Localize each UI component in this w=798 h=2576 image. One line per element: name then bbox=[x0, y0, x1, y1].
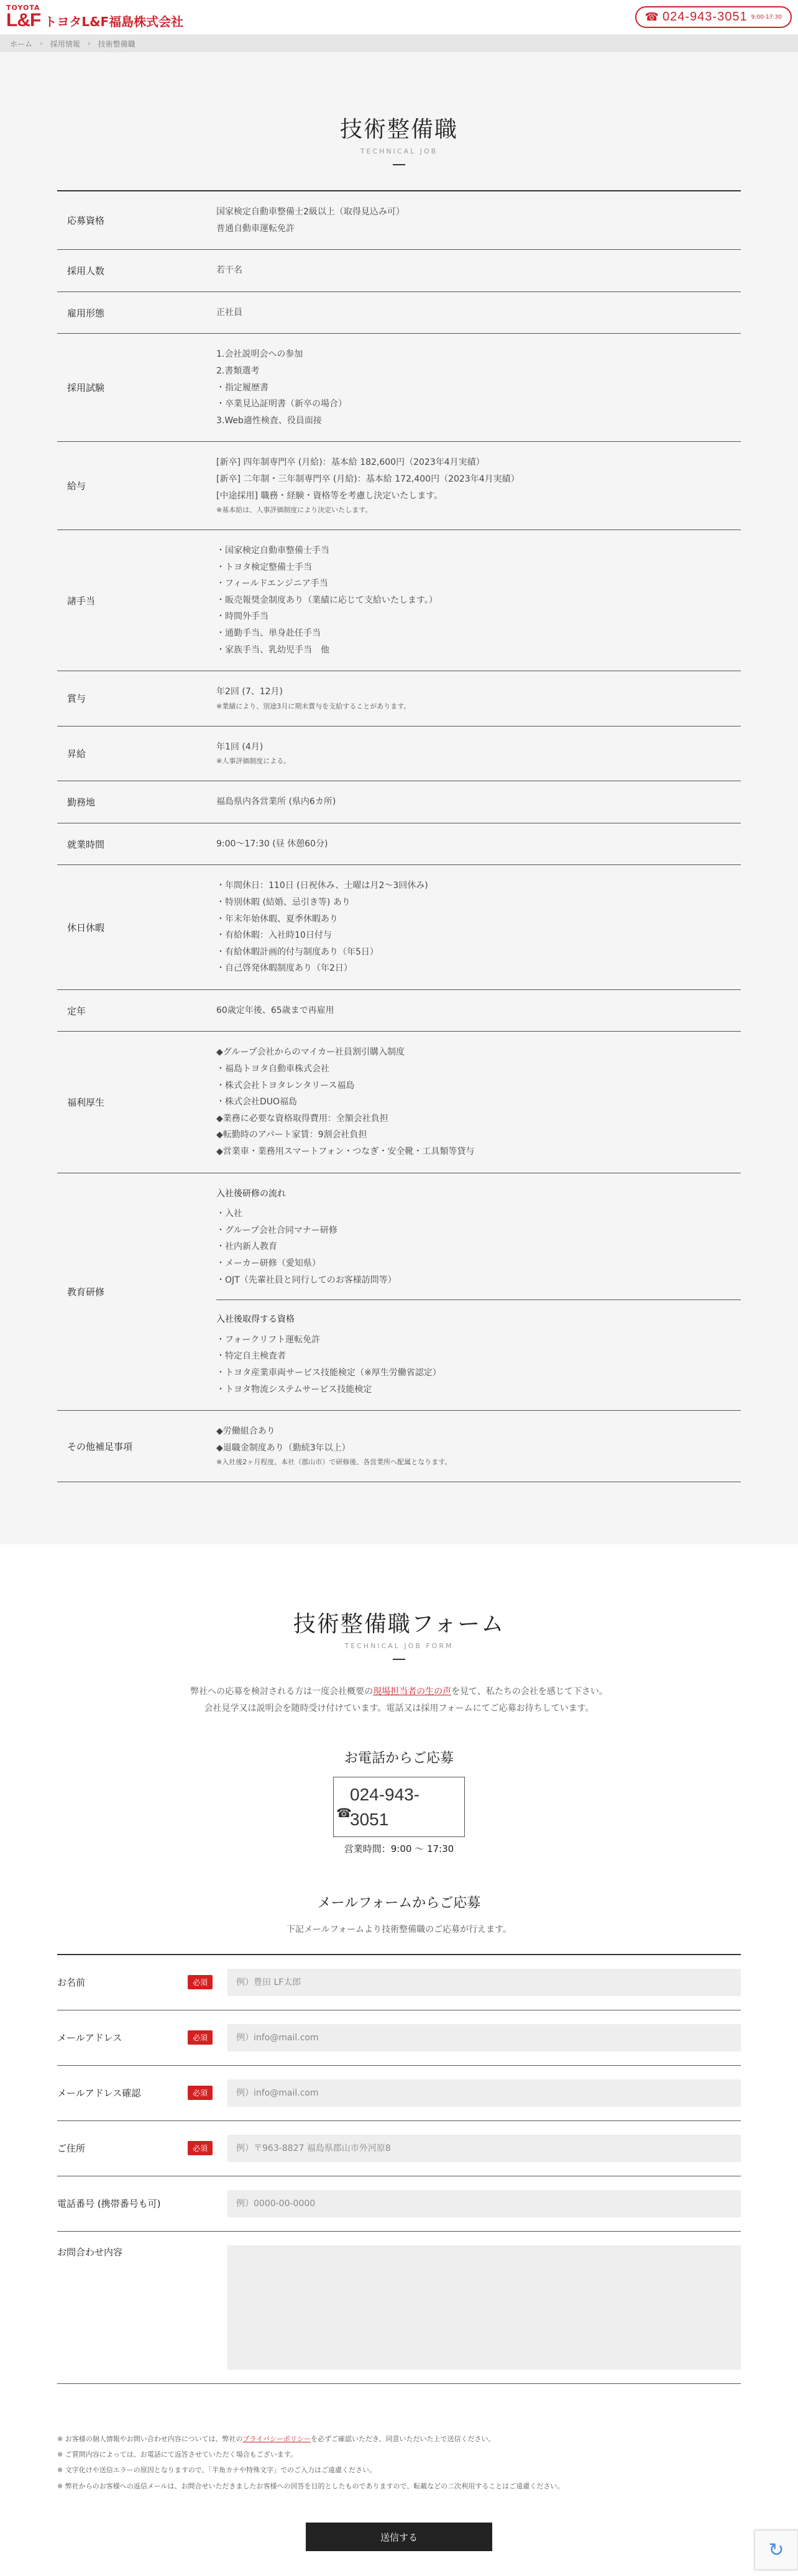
chevron-right-icon: › bbox=[40, 39, 43, 48]
training-cert-block bbox=[216, 1299, 741, 1398]
row-note: ※基本給は、人事評価制度により決定いたします。 bbox=[216, 506, 372, 515]
header-tel-hours: 9:00-17:30 bbox=[751, 14, 782, 21]
chevron-right-icon: › bbox=[87, 39, 91, 48]
row-label: 休日休暇 bbox=[67, 922, 105, 933]
lead-text: を見て、私たちの会社を感じて下さい。 bbox=[451, 1687, 608, 1697]
job-row bbox=[57, 442, 741, 530]
row-value-line: 9:00～17:30 (昼 休憩60分) bbox=[216, 838, 328, 849]
job-row bbox=[57, 865, 741, 990]
row-value-line: ・自己啓発休暇制度あり（年2日） bbox=[216, 963, 352, 974]
form-row-address bbox=[57, 2121, 741, 2176]
row-value-line: 年1回 (4月) bbox=[216, 741, 264, 752]
site-header bbox=[0, 0, 798, 35]
row-value bbox=[216, 442, 741, 529]
row-label: 教育研修 bbox=[67, 1286, 105, 1298]
training-flow-list bbox=[216, 1206, 741, 1288]
list-item: ・特定自主検査者 bbox=[216, 1351, 286, 1362]
row-value-line: ・福島トヨタ自動車株式会社 bbox=[216, 1064, 329, 1075]
row-value-line: ◆グループ会社からのマイカー社員割引購入制度 bbox=[216, 1047, 405, 1058]
row-value-line: 60歳定年後、65歳まで再雇用 bbox=[216, 1005, 334, 1015]
note-line: ※ 弊社からのお客様への返信メールは、お問合せいただきましたお客様への回答を目的としたものでありますので、転載などの二次利用することはご遠慮ください。 bbox=[57, 2482, 564, 2490]
row-value bbox=[216, 292, 741, 334]
job-row bbox=[57, 823, 741, 866]
required-badge: 必須 bbox=[188, 1975, 213, 1989]
row-value-line: ・トヨタ検定整備士手当 bbox=[216, 562, 312, 572]
page-title: 技術整備職 bbox=[339, 117, 458, 142]
row-value-line: 国家検定自動車整備士2級以上（取得見込み可） bbox=[216, 207, 405, 217]
phone-icon: ☎ bbox=[644, 11, 659, 24]
phone-hours: 営業時間：9:00 ～ 17:30 bbox=[344, 1843, 454, 1854]
phone-apply-title: お電話からご応募 bbox=[344, 1751, 454, 1767]
form-title: 技術整備職フォーム bbox=[293, 1611, 505, 1638]
required-badge: 必須 bbox=[188, 2141, 213, 2155]
address-input[interactable] bbox=[227, 2135, 741, 2162]
row-value-line: ・フィールドエンジニア手当 bbox=[216, 579, 328, 589]
training-cert-head: 入社後取得する資格 bbox=[216, 1314, 295, 1325]
row-value-line: ・販売報奨金制度あり（業績に応じて支給いたします。） bbox=[216, 595, 438, 605]
field-label: 電話番号 (携帯番号も可) bbox=[57, 2198, 161, 2210]
job-row bbox=[57, 1032, 741, 1173]
row-value-line: ・株式会社DUO福島 bbox=[216, 1097, 298, 1107]
row-value-line: 正社員 bbox=[216, 307, 242, 318]
row-label: 雇用形態 bbox=[67, 307, 105, 319]
row-label: 昇給 bbox=[67, 748, 86, 759]
lead-text: 会社見学又は説明会を随時受け付けています。電話又は採用フォームにてご応募お待ちしています。 bbox=[204, 1703, 594, 1713]
mail-apply-title: メールフォームからご応募 bbox=[317, 1895, 481, 1911]
row-value-line: ・卒業見込証明書（新卒の場合） bbox=[216, 399, 347, 410]
breadcrumb-home[interactable]: ホーム bbox=[10, 39, 33, 48]
row-value-line: 若干名 bbox=[216, 265, 242, 276]
note-text: を必ずご確認いただき、同意いただいた上で送信ください。 bbox=[310, 2434, 495, 2443]
inquiry-textarea[interactable] bbox=[227, 2245, 741, 2370]
row-value-line: ◆業務に必要な資格取得費用：全額会社負担 bbox=[216, 1113, 388, 1124]
note-line bbox=[57, 2431, 741, 2447]
job-title-block bbox=[0, 112, 798, 165]
title-divider bbox=[393, 164, 405, 165]
apply-form bbox=[57, 1954, 741, 2384]
field-label: メールアドレス bbox=[57, 2032, 122, 2044]
form-notes bbox=[57, 2431, 741, 2494]
row-value-line: ・特別休暇 (結婚、忌引き等) あり bbox=[216, 897, 351, 907]
row-value-line: [新卒] 四年制専門卒 (月給)：基本給 182,600円（2023年4月実績） bbox=[216, 457, 485, 468]
recaptcha-icon: ↻ bbox=[768, 2539, 784, 2561]
form-lead bbox=[0, 1684, 798, 1717]
breadcrumb bbox=[0, 35, 798, 52]
job-section bbox=[0, 52, 798, 1544]
row-value-line: ・通勤手当、単身赴任手当 bbox=[216, 628, 321, 638]
row-value bbox=[216, 250, 741, 291]
row-value-line: 福島県内各営業所 (県内6カ所) bbox=[216, 797, 336, 807]
row-note: ※人事評価制度による。 bbox=[216, 757, 291, 766]
row-value bbox=[216, 1032, 741, 1172]
row-label: 諸手当 bbox=[67, 595, 96, 607]
row-note: ※入社後2ヶ月程度、本社（郡山市）で研修後、各営業所へ配属となります。 bbox=[216, 1458, 452, 1467]
list-item: ・フォークリフト運転免許 bbox=[216, 1334, 321, 1345]
row-value bbox=[216, 1173, 741, 1411]
phone-apply-number: 024-943-3051 bbox=[350, 1785, 420, 1829]
job-row bbox=[57, 334, 741, 442]
row-label: その他補足事項 bbox=[67, 1441, 133, 1452]
row-value-line: 年2回 (7、12月) bbox=[216, 687, 283, 697]
job-row bbox=[57, 530, 741, 671]
list-item: ・メーカー研修（愛知県） bbox=[216, 1258, 321, 1269]
note-text: ※ お客様の個人情報やお問い合わせ内容については、弊社の bbox=[57, 2434, 243, 2443]
form-subtitle: TECHNICAL JOB FORM bbox=[344, 1642, 454, 1651]
row-value bbox=[216, 823, 741, 865]
job-row bbox=[57, 250, 741, 292]
row-value bbox=[216, 1411, 741, 1482]
row-value-line: [中途採用] 職務・経験・資格等を考慮し決定いたします。 bbox=[216, 490, 443, 501]
voices-link[interactable]: 現場担当者の生の声 bbox=[373, 1687, 452, 1697]
logo-mark: L&F bbox=[6, 10, 41, 30]
row-value-line: ・年間休日：110日 (日祝休み、土曜は月2〜3回休み) bbox=[216, 881, 428, 891]
field-label: メールアドレス確認 bbox=[57, 2088, 141, 2099]
row-value-line: ・有給休暇計画的付与制度あり（年5日） bbox=[216, 947, 378, 957]
form-row-name bbox=[57, 1955, 741, 2010]
required-badge: 必須 bbox=[188, 2030, 213, 2045]
phone-icon: ☎ bbox=[336, 1807, 352, 1821]
row-value-line: ・国家検定自動車整備士手当 bbox=[216, 546, 329, 556]
header-tel-number: 024-943-3051 bbox=[663, 10, 748, 24]
note-line: ※ 文字化けや送信エラーの原因となりますので、「半角カナや特殊文字」でのご入力はご遠慮ください。 bbox=[57, 2466, 376, 2475]
required-badge: 必須 bbox=[188, 2086, 213, 2100]
row-value bbox=[216, 865, 741, 989]
row-value-line: 1.会社説明会への参加 bbox=[216, 349, 303, 360]
job-row bbox=[57, 292, 741, 334]
row-value-line: 普通自動車運転免許 bbox=[216, 223, 295, 234]
training-cert-list bbox=[216, 1332, 741, 1398]
form-row-tel bbox=[57, 2176, 741, 2232]
row-value-line: ・指定履歴書 bbox=[216, 382, 268, 393]
job-row bbox=[57, 781, 741, 823]
row-value bbox=[216, 671, 741, 725]
row-note: ※業績により、別途3月に期末賞与を支給することがあります。 bbox=[216, 702, 411, 710]
row-value bbox=[216, 990, 741, 1032]
title-divider bbox=[393, 1659, 405, 1660]
row-label: 福利厚生 bbox=[67, 1097, 105, 1109]
list-item: ・トヨタ物流システムサービス技能検定 bbox=[216, 1384, 372, 1395]
field-label: お問合わせ内容 bbox=[57, 2246, 123, 2258]
privacy-policy-link[interactable]: プライバシーポリシー bbox=[242, 2434, 311, 2443]
row-value-line: ・家族手当、乳幼児手当 他 bbox=[216, 644, 329, 655]
row-label: 採用人数 bbox=[67, 265, 105, 277]
job-row bbox=[57, 191, 741, 250]
list-item: ・社内新人教育 bbox=[216, 1242, 277, 1252]
form-section bbox=[0, 1544, 798, 2576]
name-input[interactable] bbox=[227, 1969, 741, 1996]
form-row-inquiry bbox=[57, 2232, 741, 2384]
row-value bbox=[216, 727, 741, 781]
page-subtitle: TECHNICAL JOB bbox=[360, 147, 438, 155]
email-confirm-input[interactable] bbox=[227, 2079, 741, 2107]
header-tel-button[interactable] bbox=[635, 6, 792, 28]
job-row bbox=[57, 990, 741, 1032]
row-value-line: [新卒] 二年制・三年制専門卒 (月給)：基本給 172,400円（2023年4月実績） bbox=[216, 474, 520, 484]
mail-apply-lead: 下記メールフォームより技術整備職のご応募が行えます。 bbox=[287, 1924, 511, 1935]
row-value bbox=[216, 781, 741, 823]
row-value-line: ◆転勤時のアパート家賃：9割会社負担 bbox=[216, 1130, 367, 1140]
note-line: ※ ご質問内容によっては、お電話にて返答させていただく場合もございます。 bbox=[57, 2450, 297, 2459]
list-item: ・トヨタ産業車両サービス技能検定（※厚生労働省認定） bbox=[216, 1367, 441, 1378]
row-value-line: ・年末年始休暇、夏季休暇あり bbox=[216, 914, 338, 924]
list-item: ・OJT（先輩社員と同行してのお客様訪問等） bbox=[216, 1275, 397, 1285]
breadcrumb-current: 技術整備職 bbox=[98, 39, 135, 48]
submit-button[interactable]: 送信する bbox=[306, 2523, 492, 2551]
job-row bbox=[57, 671, 741, 726]
form-row-email-confirm bbox=[57, 2066, 741, 2121]
job-row bbox=[57, 1411, 741, 1482]
job-row bbox=[57, 727, 741, 781]
form-title-block bbox=[0, 1607, 798, 1660]
field-label: ご住所 bbox=[57, 2143, 86, 2155]
company-logo[interactable] bbox=[6, 4, 183, 30]
row-value-line: ・時間外手当 bbox=[216, 612, 268, 622]
email-input[interactable] bbox=[227, 2024, 741, 2051]
list-item: ・グループ会社合同マナー研修 bbox=[216, 1225, 337, 1235]
job-row-training bbox=[57, 1173, 741, 1411]
training-flow-head: 入社後研修の流れ bbox=[216, 1188, 286, 1199]
breadcrumb-recruit[interactable]: 採用情報 bbox=[50, 39, 80, 48]
row-value-line: ◆営業車・業務用スマートフォン・つなぎ・安全靴・工具類等貸与 bbox=[216, 1147, 475, 1157]
row-label: 給与 bbox=[67, 480, 86, 492]
lead-text: 弊社への応募を検討される方は一度会社概要の bbox=[190, 1687, 374, 1697]
row-label: 勤務地 bbox=[67, 796, 96, 808]
row-value-line: ◆労働組合あり bbox=[216, 1426, 275, 1437]
row-value-line: ・有給休暇：入社時10日付与 bbox=[216, 930, 332, 941]
row-label: 採用試験 bbox=[67, 382, 105, 394]
logo-toyota-text: TOYOTA bbox=[6, 4, 40, 12]
row-label: 応募資格 bbox=[67, 215, 105, 227]
list-item: ・入社 bbox=[216, 1209, 242, 1219]
row-value-line: 2.書類選考 bbox=[216, 365, 260, 376]
row-value-line: 3.Web適性検査、役員面接 bbox=[216, 415, 322, 426]
phone-apply-button[interactable] bbox=[333, 1777, 465, 1836]
tel-input[interactable] bbox=[227, 2190, 741, 2217]
row-label: 定年 bbox=[67, 1005, 86, 1017]
row-value-line: ◆退職金制度あり（勤続3年以上） bbox=[216, 1442, 351, 1453]
field-label: お名前 bbox=[57, 1977, 86, 1989]
logo-company-name: トヨタL&F福島株式会社 bbox=[44, 14, 184, 29]
recaptcha-badge[interactable] bbox=[754, 2530, 798, 2570]
row-value bbox=[216, 334, 741, 441]
row-value bbox=[216, 191, 741, 249]
row-label: 賞与 bbox=[67, 693, 86, 705]
row-value-line: ・株式会社トヨタレンタリース福島 bbox=[216, 1080, 355, 1091]
training-flow-block bbox=[216, 1186, 741, 1289]
form-row-email bbox=[57, 2010, 741, 2066]
row-label: 就業時間 bbox=[67, 838, 105, 850]
row-value bbox=[216, 530, 741, 671]
job-details-table bbox=[57, 190, 741, 1482]
